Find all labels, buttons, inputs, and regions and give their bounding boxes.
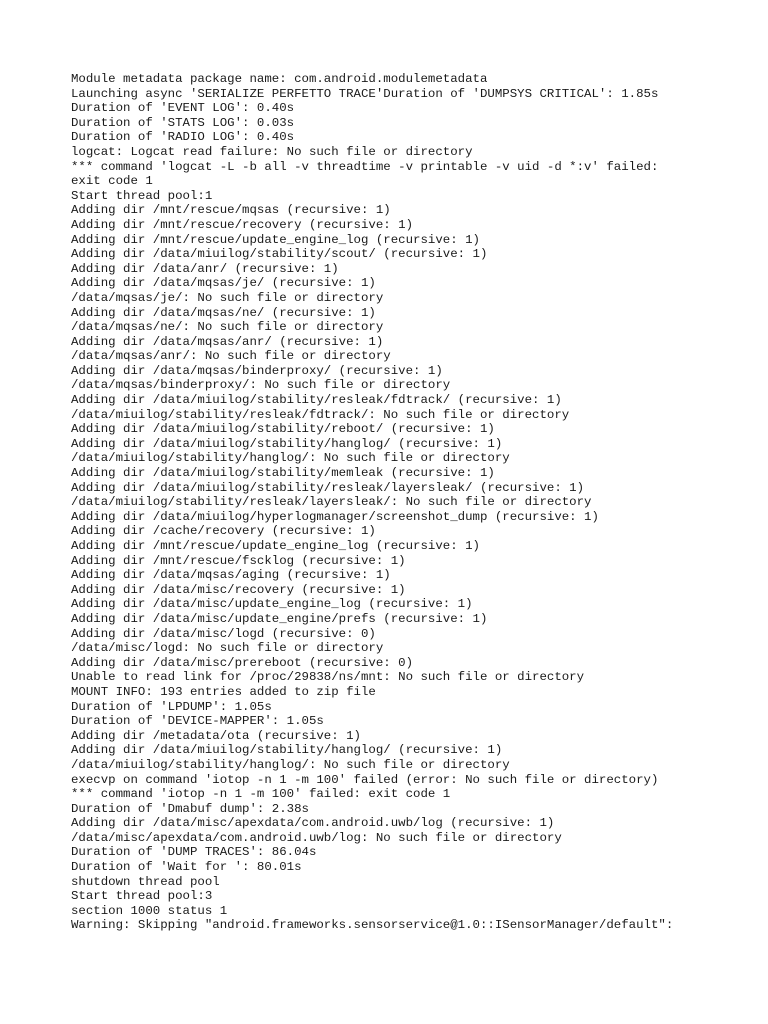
log-line: Adding dir /data/misc/update_engine_log (recursive: 1): [71, 597, 473, 612]
log-line: Duration of 'DEVICE-MAPPER': 1.05s: [71, 714, 324, 729]
log-line: MOUNT INFO: 193 entries added to zip file: [71, 684, 376, 699]
log-line: Module metadata package name: com.android.modulemetadata: [71, 72, 488, 86]
log-line: Start thread pool:3: [71, 889, 213, 904]
log-line: Adding dir /data/misc/update_engine/prefs (recursive: 1): [71, 611, 488, 626]
log-line: Adding dir /data/miuilog/stability/resleak/fdtrack/ (recursive: 1): [71, 393, 562, 408]
log-line: Adding dir /data/mqsas/anr/ (recursive: 1): [71, 334, 384, 349]
log-line: Launching async 'SERIALIZE PERFETTO TRACE'Duration of 'DUMPSYS CRITICAL': 1.85s: [71, 86, 659, 101]
log-line: Adding dir /data/misc/recovery (recursive: 1): [71, 582, 406, 597]
log-line: /data/miuilog/stability/resleak/layersleak/: No such file or directory: [71, 495, 592, 510]
log-line: Adding dir /data/mqsas/aging (recursive: 1): [71, 568, 391, 583]
log-line: Adding dir /mnt/rescue/mqsas (recursive: 1): [71, 203, 391, 218]
log-line: Adding dir /data/mqsas/je/ (recursive: 1): [71, 276, 376, 291]
log-line: Adding dir /cache/recovery (recursive: 1): [71, 524, 376, 539]
log-line: *** command 'logcat -L -b all -v threadtime -v printable -v uid -d *:v' failed:: [71, 159, 659, 174]
log-line: Adding dir /data/miuilog/stability/hanglog/ (recursive: 1): [71, 436, 503, 451]
log-line: shutdown thread pool: [71, 874, 220, 889]
log-line: Adding dir /mnt/rescue/update_engine_log (recursive: 1): [71, 232, 480, 247]
log-line: /data/misc/apexdata/com.android.uwb/log: No such file or directory: [71, 830, 562, 845]
log-line: Warning: Skipping "android.frameworks.sensorservice@1.0::ISensorManager/default":: [71, 918, 674, 933]
log-line: Duration of 'STATS LOG': 0.03s: [71, 115, 295, 130]
log-line: Adding dir /mnt/rescue/fscklog (recursive: 1): [71, 553, 406, 568]
log-line: execvp on command 'iotop -n 1 -m 100' failed (error: No such file or directory): [71, 772, 659, 787]
log-line: Start thread pool:1: [71, 188, 213, 203]
log-line: /data/miuilog/stability/hanglog/: No such file or directory: [71, 451, 510, 466]
log-line: Adding dir /data/mqsas/binderproxy/ (recursive: 1): [71, 363, 443, 378]
log-line: Duration of 'Dmabuf dump': 2.38s: [71, 801, 309, 816]
log-line: /data/mqsas/je/: No such file or directory: [71, 290, 384, 305]
log-line: Adding dir /mnt/rescue/recovery (recursive: 1): [71, 217, 414, 232]
log-line: Adding dir /data/misc/prereboot (recursive: 0): [71, 655, 414, 670]
log-line: /data/mqsas/ne/: No such file or directory: [71, 320, 384, 335]
log-line: /data/misc/logd: No such file or directory: [71, 641, 384, 656]
log-line: Adding dir /data/mqsas/ne/ (recursive: 1): [71, 305, 376, 320]
log-line: Adding dir /data/miuilog/stability/resleak/layersleak/ (recursive: 1): [71, 480, 585, 495]
log-line: Adding dir /data/miuilog/hyperlogmanager/screenshot_dump (recursive: 1): [71, 509, 599, 524]
log-line: section 1000 status 1: [71, 903, 228, 918]
log-line: Unable to read link for /proc/29838/ns/mnt: No such file or directory: [71, 670, 585, 685]
log-line: Adding dir /mnt/rescue/update_engine_log (recursive: 1): [71, 539, 480, 553]
log-line: Adding dir /data/misc/apexdata/com.android.uwb/log (recursive: 1): [71, 816, 555, 831]
log-output: [71, 72, 761, 933]
log-line: Adding dir /metadata/ota (recursive: 1): [71, 728, 361, 743]
log-line: Duration of 'DUMP TRACES': 86.04s: [71, 845, 317, 860]
log-line: Adding dir /data/miuilog/stability/memleak (recursive: 1): [71, 466, 495, 481]
log-line: /data/miuilog/stability/resleak/fdtrack/: No such file or directory: [71, 407, 570, 422]
log-line: Adding dir /data/misc/logd (recursive: 0): [71, 626, 376, 641]
log-line: /data/mqsas/binderproxy/: No such file or directory: [71, 378, 451, 393]
log-line: Adding dir /data/miuilog/stability/scout/ (recursive: 1): [71, 247, 488, 262]
log-line: /data/miuilog/stability/hanglog/: No such file or directory: [71, 757, 510, 772]
log-line: Duration of 'LPDUMP': 1.05s: [71, 699, 272, 714]
log-line: Adding dir /data/miuilog/stability/reboot/ (recursive: 1): [71, 422, 495, 437]
log-line: logcat: Logcat read failure: No such file or directory: [71, 144, 473, 159]
log-line: Adding dir /data/anr/ (recursive: 1): [71, 261, 339, 276]
log-line: exit code 1: [71, 174, 153, 189]
log-line: /data/mqsas/anr/: No such file or directory: [71, 349, 391, 364]
log-line: Adding dir /data/miuilog/stability/hanglog/ (recursive: 1): [71, 743, 503, 758]
log-line: *** command 'iotop -n 1 -m 100' failed: exit code 1: [71, 787, 451, 802]
log-line: Duration of 'EVENT LOG': 0.40s: [71, 101, 295, 116]
log-line: Duration of 'RADIO LOG': 0.40s: [71, 130, 295, 145]
log-line: Duration of 'Wait for ': 80.01s: [71, 860, 302, 875]
